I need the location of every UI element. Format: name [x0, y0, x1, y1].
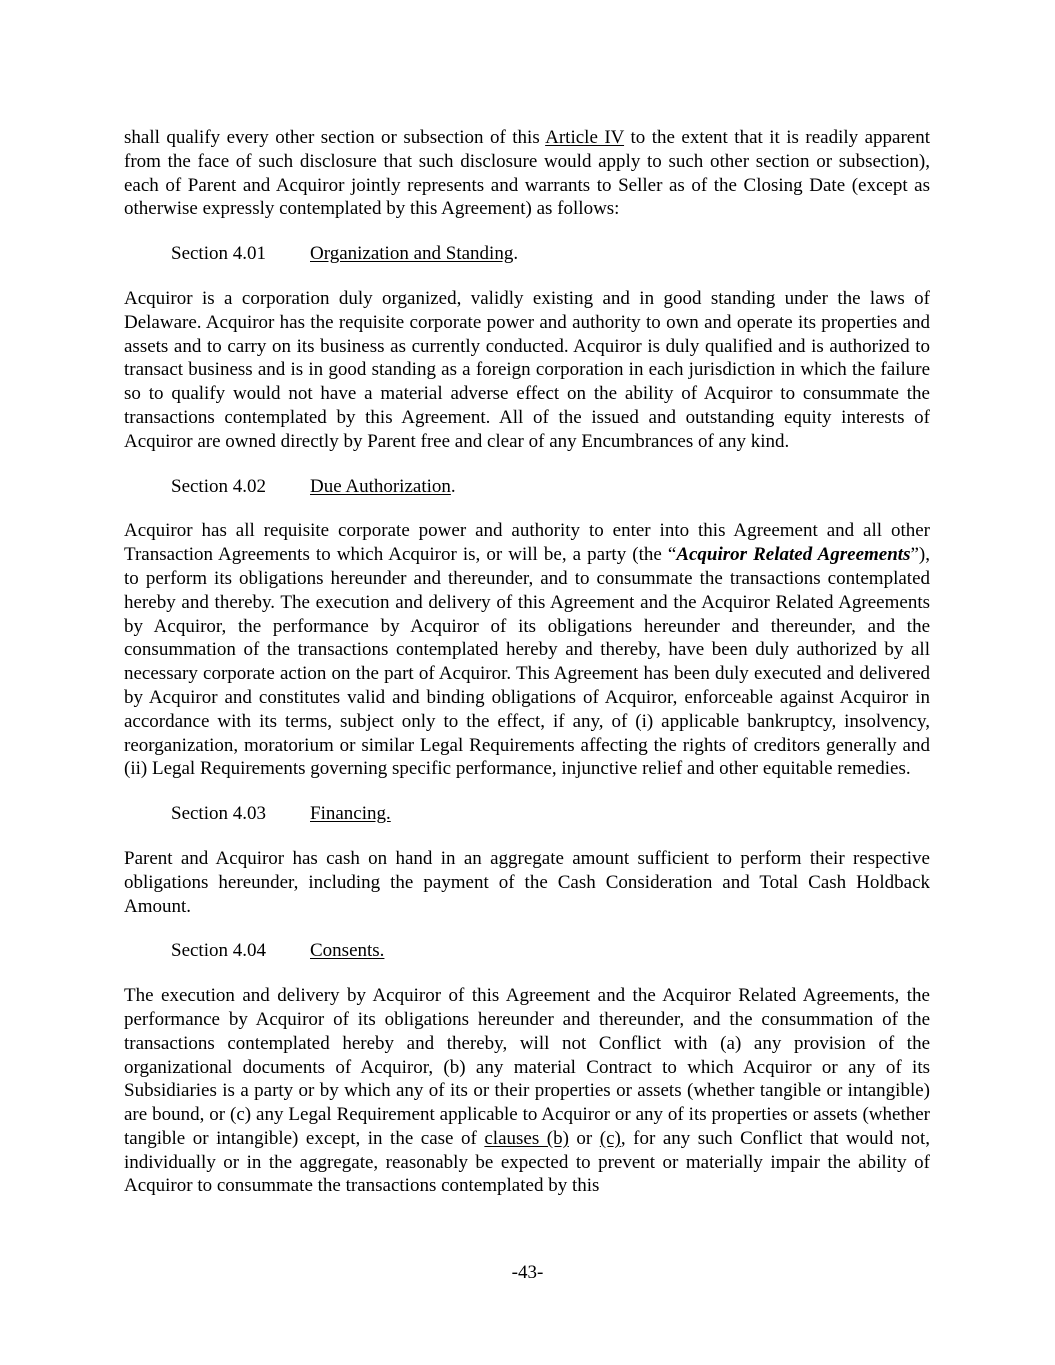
- section-title: Consents.: [310, 940, 385, 962]
- section-body-4-03: Parent and Acquiror has cash on hand in an aggregate amount sufficient to perform their respective obligations hereunder, including the payment of the Cash Consideration and Total Cash Holdback Amount.: [124, 847, 930, 917]
- section-number: Section 4.03: [171, 803, 266, 825]
- section-title: Financing.: [310, 803, 391, 825]
- section-number: Section 4.01: [171, 243, 266, 265]
- defined-term: Acquiror Related Agreements: [676, 544, 911, 566]
- section-heading-4-04: [171, 939, 930, 963]
- intro-paragraph: shall qualify every other section or subsection of this Article IV to the extent that it is readily apparent from the face of such disclosure that such disclosure would apply to such other section or subsection), each of Parent and Acquiror jointly represents and warrants to Seller as of the Closing Date (except as otherwise expressly contemplated by this Agreement) as follows:: [124, 127, 930, 220]
- section-body-4-01: Acquiror is a corporation duly organized, validly existing and in good standing under the laws of Delaware. Acquiror has the requisite corporate power and authority to own and operate its properties and assets and to carry on its business as currently conducted. Acquiror is duly qualified and is authorized to transact business and is in good standing as a foreign corporation in each jurisdiction in which the failure so to qualify would not have a material adverse effect on the ability of Acquiror to consummate the transactions contemplated by this Agreement. All of the issued and outstanding equity interests of Acquiror are owned directly by Parent free and clear of any Encumbrances of any kind.: [124, 287, 930, 452]
- section-heading-4-02: Section 4.02 Due Authorization.: [171, 475, 456, 497]
- article-reference: Article IV: [545, 127, 625, 148]
- section-heading-4-01: Section 4.01 Organization and Standing.: [171, 243, 519, 265]
- section-body-4-02: Acquiror has all requisite corporate power and authority to enter into this Agreement and all other Transaction Agreements to which Acquiror is, or will be, a party (the “Acquiror Related Agreements”), to perform its obligations hereunder and thereunder, and to consummate the transactions contemplated hereby and thereby. The execution and delivery of this Agreement and the Acquiror Related Agreements by Acquiror, the performance by Acquiror of its obligations hereunder and thereunder, and the consummation of the transactions contemplated hereby and thereby, have been duly authorized by all necessary corporate action on the part of Acquiror. This Agreement has been duly executed and delivered by Acquiror and constitutes valid and binding obligations of Acquiror, enforceable against Acquiror in accordance with its terms, subject only to the effect, if any, of (i) applicable bankruptcy, insolvency, reorganization, moratorium or similar Legal Requirements affecting the rights of creditors generally and (ii) Legal Requirements governing specific performance, injunctive relief and other equitable remedies.: [124, 520, 930, 780]
- page-number: -43-: [511, 1262, 544, 1283]
- section-heading-4-03: [171, 802, 930, 826]
- document-page: [124, 126, 930, 1219]
- section-number: Section 4.04: [171, 940, 266, 962]
- section-title: Due Authorization: [310, 475, 451, 497]
- section-body-4-04: The execution and delivery by Acquiror of this Agreement and the Acquiror Related Agreements, the performance by Acquiror of its obligations hereunder and thereunder, and the consummation of the transactions contemplated hereby and thereby, will not Conflict with (a) any provision of the organizational documents of Acquiror, (b) any material Contract to which Acquiror or any of its Subsidiaries is a party or by which any of its or their properties or assets (whether tangible or intangible) are bound, or (c) any Legal Requirement applicable to Acquiror or any of its properties or assets (whether tangible or intangible) except, in the case of clauses (b) or (c), for any such Conflict that would not, individually or in the aggregate, reasonably be expected to prevent or materially impair the ability of Acquiror to consummate the transactions contemplated by this: [124, 985, 930, 1197]
- clause-reference: (c): [599, 1127, 621, 1149]
- clause-reference: clauses (b): [484, 1127, 569, 1149]
- section-number: Section 4.02: [171, 475, 266, 497]
- section-title: Organization and Standing: [310, 243, 514, 265]
